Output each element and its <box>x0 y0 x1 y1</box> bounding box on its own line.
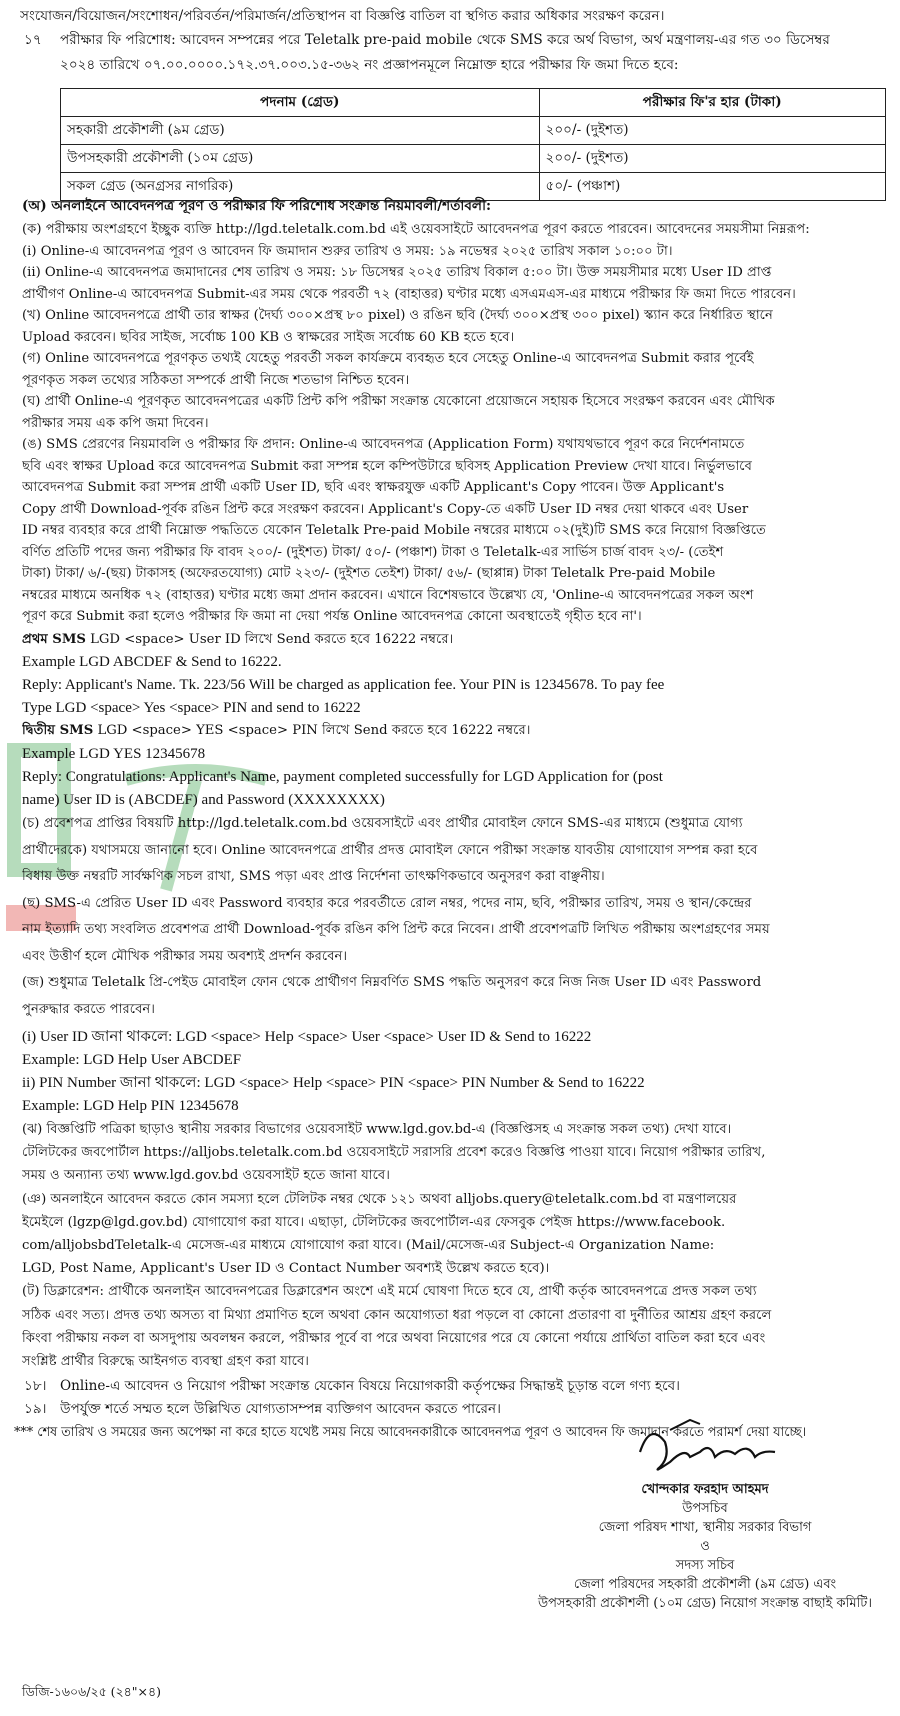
signature-image <box>630 1412 790 1482</box>
section-heading: (অ) অনলাইনে আবেদনপত্র পূরণ ও পরীক্ষার ফি পরিশোধ সংক্রান্ত নিয়মাবলী/শর্তাবলী: <box>22 198 491 214</box>
rule-line: (i) Online-এ আবেদনপত্র পূরণ ও আবেদন ফি জমাদান শুরুর তারিখ ও সময়: ১৯ নভেম্বর ২০২৫ তারিখ সকাল ১০:০০ টা। <box>22 243 673 259</box>
rule-line: ID নম্বর ব্যবহার করে প্রার্থী নিম্নোক্ত পদ্ধতিতে যেকোন Teletalk Pre-paid Mobile নম্বরের মাধ্যমে ০২(দুই)টি SMS করে নিয়োগ বিজ্ঞপ্তিতে <box>22 523 766 538</box>
rule-line: (ট) ডিক্লারেশন: প্রার্থীকে অনলাইন আবেদনপত্রের ডিক্লারেশন অংশে এই মর্মে ঘোষণা দিতে হবে যে, প্রার্থী কর্তৃক আবেদনপত্রে প্রদত্ত সকল তথ্য <box>22 1284 757 1300</box>
sms2-reply-line1: Reply: Congratulations: Applicant's Name, payment completed successfully for LGD Application for (post <box>22 769 663 785</box>
sms1-line <box>22 630 886 651</box>
rule-line: Upload করবেন। ছবির সাইজ, সর্বোচ্চ 100 KB ও স্বাক্ষরের সাইজ সর্বোচ্চ 60 KB হতে হবে। <box>22 329 515 345</box>
signatory-committee-line2: উপসহকারী প্রকৌশলী (১০ম গ্রেড) নিয়োগ সংক্রান্ত বাছাই কমিটি। <box>537 1596 873 1611</box>
table-header-fee: পরীক্ষার ফি'র হার (টাকা) <box>539 89 886 117</box>
rule-line: কিংবা পরীক্ষায় নকল বা অসদুপায় অবলম্বন করলে, পরীক্ষার পূর্বে বা পরে অথবা নিয়োগের পরে যে কোনো পর্যায়ে প্রার্থিতা বাতিল করা হবে এবং <box>22 1330 766 1346</box>
sms1-label: প্রথম SMS <box>22 632 86 647</box>
sms1-instruction: LGD <space> User ID লিখে Send করতে হবে 16222 নম্বরে। <box>85 632 454 647</box>
rule-line: প্রার্থীদেরকে) যথাসময়ে জানানো হবে। Online আবেদনপত্রে প্রার্থীর প্রদত্ত মোবাইল ফোনে পরীক্ষা সংক্রান্ত যাবতীয় যোগাযোগ সম্পন্ন করা হবে <box>22 842 758 858</box>
rule-line: (জ) শুধুমাত্র Teletalk প্রি-পেইড মোবাইল ফোন থেকে প্রার্থীগণ নিম্নবর্ণিত SMS পদ্ধতি অনুসরণ করে নিজ নিজ User ID এবং Password <box>22 975 762 990</box>
rule-line: সময় ও অন্যান্য তথ্য www.lgd.gov.bd ওয়েবসাইট হতে জানা যাবে। <box>22 1168 390 1184</box>
signatory-name: খোন্দকার ফরহাদ আহমদ <box>641 1482 769 1497</box>
rule-line: টেলিটকের জবপোর্টাল https://alljobs.teletalk.com.bd ওয়েবসাইটে সরাসরি প্রবেশ করেও বিজ্ঞপ্তি পাওয়া যাবে। নিয়োগ পরীক্ষার তারিখ, <box>22 1145 766 1161</box>
advisory-note: *** শেষ তারিখ ও সময়ের জন্য অপেক্ষা না করে হাতে যথেষ্ট সময় নিয়ে আবেদনকারীকে আবেদনপত্র পূরণ ও আবেদন ফি জমাদান করতে পরামর্শ দেয়া যাচ্ছে। <box>14 1425 807 1440</box>
table-cell-fee: ৫০/- (পঞ্চাশ) <box>539 173 886 201</box>
rule-line: (ঙ) SMS প্রেরণের নিয়মাবলি ও পরীক্ষার ফি প্রদান: Online-এ আবেদনপত্র (Application Form) যথাযথভাবে পূরণ করে নির্দেশনামতে <box>22 437 745 452</box>
item-19-text: উপর্যুক্ত শর্তে সম্মত হলে উল্লিখিত যোগ্যতাসম্পন্ন ব্যক্তিগণ আবেদন করতে পারেন। <box>60 1401 501 1417</box>
sms2-instruction: LGD <space> YES <space> PIN লিখে Send করতে হবে 16222 নম্বরে। <box>93 723 531 738</box>
exam-fee-table <box>60 88 886 201</box>
table-cell-post: সকল গ্রেড (অনগ্রসর নাগরিক) <box>61 173 540 201</box>
table-cell-post: উপসহকারী প্রকৌশলী (১০ম গ্রেড) <box>61 145 540 173</box>
rule-line: (ঘ) প্রার্থী Online-এ পূরণকৃত আবেদনপত্রের একটি প্রিন্ট কপি পরীক্ষা সংক্রান্ত যেকোনো প্রয়োজনে সহায়ক হিসেবে সংরক্ষণ করবেন এবং মৌখিক <box>22 394 775 409</box>
rule-line: বিধায় উক্ত নম্বরটি সার্বক্ষণিক সচল রাখা, SMS পড়া এবং প্রাপ্ত নির্দেশনা তাৎক্ষণিকভাবে অনুসরণ করা বাঞ্ছনীয়। <box>22 869 605 884</box>
table-row <box>61 117 886 145</box>
table-header-post: পদনাম (গ্রেড) <box>61 89 540 117</box>
rule-line: LGD, Post Name, Applicant's User ID ও Contact Number অবশ্যই উল্লেখ করতে হবে)। <box>22 1261 550 1277</box>
item-18-text: Online-এ আবেদন ও নিয়োগ পরীক্ষা সংক্রান্ত যেকোন বিষয়ে নিয়োগকারী কর্তৃপক্ষের সিদ্ধান্তই চূড়ান্ত বলে গণ্য হবে। <box>60 1378 681 1394</box>
rule-line: (ঝ) বিজ্ঞপ্তিটি পত্রিকা ছাড়াও স্থানীয় সরকার বিভাগের ওয়েবসাইট www.lgd.gov.bd-এ (বিজ্ঞপ্তিসহ এ সংক্রান্ত সকল তথ্য) দেখা যাবে। <box>22 1122 732 1137</box>
rule-line: com/alljobsbdTeletalk-এ মেসেজ-এর মাধ্যমে যোগাযোগ করা যাবে। (Mail/মেসেজ-এর Subject-এ Organization Name: <box>22 1238 715 1253</box>
rule-line: পূরণকৃত সকল তথ্যের সঠিকতা সম্পর্কে প্রার্থী নিজে শতভাগ নিশ্চিত হবেন। <box>22 372 410 388</box>
signatory-and: ও <box>700 1539 710 1554</box>
signatory-committee-line1: জেলা পরিষদের সহকারী প্রকৌশলী (৯ম গ্রেড) এবং <box>573 1577 837 1592</box>
rule-line: সংশ্লিষ্ট প্রার্থীর বিরুদ্ধে আইনগত ব্যবস্থা গ্রহণ করা যাবে। <box>22 1354 310 1369</box>
table-cell-fee: ২০০/- (দুইশত) <box>539 117 886 145</box>
item-17-line2: ২০২৪ তারিখে ০৭.০০.০০০০.১৭২.৩৭.০০৩.১৫-৩৬২ নং প্রজ্ঞাপনমূলে নিম্নোক্ত হারে পরীক্ষার ফি জমা দিতে হবে: <box>60 57 679 73</box>
rule-line: (ক) পরীক্ষায় অংশগ্রহণে ইচ্ছুক ব্যক্তি http://lgd.teletalk.com.bd এই ওয়েবসাইটে আবেদনপত্র পূরণ করতে পারবেন। আবেদনের সময়সীমা নিম্নরূপ: <box>22 222 810 237</box>
rule-line: এবং উত্তীর্ণ হলে মৌখিক পরীক্ষার সময় অবশ্যই প্রদর্শন করবেন। <box>22 948 348 964</box>
rule-line: ইমেইলে (lgzp@lgd.gov.bd) যোগাযোগ করা যাবে। এছাড়া, টেলিটকের জবপোর্টাল-এর ফেসবুক পেইজ https://www.facebook. <box>22 1214 726 1230</box>
item-18-number: ১৮। <box>24 1378 47 1394</box>
sms1-example: Example LGD ABCDEF & Send to 16222. <box>22 654 282 670</box>
rule-line: Copy প্রার্থী Download-পূর্বক রঙিন প্রিন্ট করে সংরক্ষণ করবেন। Applicant's Copy-তে একটি User ID নম্বর দেয়া থাকবে এবং User <box>22 501 749 517</box>
rule-line: (ঞ) অনলাইনে আবেদন করতে কোন সমস্যা হলে টেলিটক নম্বর থেকে ১২১ অথবা alljobs.query@teletalk.com.bd বা মন্ত্রণালয়ের <box>22 1191 737 1207</box>
rule-line: নাম ইত্যাদি তথ্য সংবলিত প্রবেশপত্র প্রার্থী Download-পূর্বক রঙিন কপি প্রিন্ট করে নিবেন। প্রার্থী প্রবেশপত্রটি লিখিত পরীক্ষায় অংশগ্রহণের সময় <box>22 922 770 937</box>
rule-line: সঠিক এবং সত্য। প্রদত্ত তথ্য অসত্য বা মিথ্যা প্রমাণিত হলে অথবা কোন অযোগ্যতা ধরা পড়লে বা কোনো প্রতারণা বা দুর্নীতির আশ্রয় গ্রহণ করলে <box>22 1307 772 1323</box>
table-cell-post: সহকারী প্রকৌশলী (৯ম গ্রেড) <box>61 117 540 145</box>
rule-line: টাকা) টাকা/ ৬/-(ছয়) টাকাসহ (অফেরতযোগ্য) মোট ২২৩/- (দুইশত তেইশ) টাকা/ ৫৬/- (ছাপ্পান্ন) টাকা Teletalk Pre-paid Mobile <box>22 566 716 581</box>
recover-userid-example: Example: LGD Help User ABCDEF <box>22 1052 242 1068</box>
recover-pin-line: ii) PIN Number জানা থাকলে: LGD <space> Help <space> PIN <space> PIN Number & Send to 16222 <box>22 1075 645 1091</box>
item-19-number: ১৯। <box>24 1401 47 1417</box>
sms1-reply-line2: Type LGD <space> Yes <space> PIN and send to 16222 <box>22 700 361 716</box>
signatory-block <box>520 1480 890 1613</box>
rule-line: (ছ) SMS-এ প্রেরিত User ID এবং Password ব্যবহার করে পরবর্তীতে রোল নম্বর, পদের নাম, ছবি, পরীক্ষার তারিখ, সময় ও স্থান/কেন্দ্রের <box>22 895 752 911</box>
rule-line: নম্বরের মাধ্যমে অনধিক ৭২ (বাহাত্তর) ঘণ্টার মধ্যে জমা প্রদান করবেন। এখানে বিশেষভাবে উল্লেখ্য যে, 'Online-এ আবেদনপত্রের সকল অংশ <box>22 587 754 603</box>
table-cell-fee: ২০০/- (দুইশত) <box>539 145 886 173</box>
rule-line: পরীক্ষার সময় এক কপি জমা দিবেন। <box>22 415 209 431</box>
table-header-row <box>61 89 886 117</box>
table-row <box>61 145 886 173</box>
footer-code: ডিজি-১৬০৬/২৫ (২৪"×৪) <box>22 1684 162 1699</box>
sms2-label: দ্বিতীয় SMS <box>22 723 94 738</box>
rule-line: (খ) Online আবেদনপত্রে প্রার্থী তার স্বাক্ষর (দৈর্ঘ্য ৩০০×প্রস্থ ৮০ pixel) ও রঙিন ছবি (দৈর্ঘ্য ৩০০×প্রস্থ ৩০০ pixel) স্ক্যান করে নির্ধারিত স্থানে <box>22 308 773 323</box>
rule-line: (চ) প্রবেশপত্র প্রাপ্তির বিষয়টি http://lgd.teletalk.com.bd ওয়েবসাইটে এবং প্রার্থীর মোবাইল ফোনে SMS-এর মাধ্যমে (শুধুমাত্র যোগ্য <box>22 816 743 831</box>
rule-line: বর্ণিত প্রতিটি পদের জন্য পরীক্ষার ফি বাবদ ২০০/- (দুইশত) টাকা/ ৫০/- (পঞ্চাশ) টাকা ও Teletalk-এর সার্ভিস চার্জ বাবদ ২৩/- (তেইশ <box>22 544 724 560</box>
sms2-line <box>22 721 886 742</box>
recover-pin-example: Example: LGD Help PIN 12345678 <box>22 1098 239 1114</box>
rule-line: (গ) Online আবেদনপত্রে পূরণকৃত তথ্যই যেহেতু পরবর্তী সকল কার্যক্রমে ব্যবহৃত হবে সেহেতু Online-এ আবেদনপত্র Submit করার পূর্বেই <box>22 351 754 366</box>
rule-line: (ii) Online-এ আবেদনপত্র জমাদানের শেষ তারিখ ও সময়: ১৮ ডিসেম্বর ২০২৫ তারিখ বিকাল ৫:০০ টা। উক্ত সময়সীমার মধ্যে User ID প্রাপ্ত <box>22 265 772 280</box>
sms2-example: Example LGD YES 12345678 <box>22 746 206 762</box>
rule-line: প্রার্থীগণ Online-এ আবেদনপত্র Submit-এর সময় থেকে পরবর্তী ৭২ (বাহাত্তর) ঘণ্টার মধ্যে এসএমএস-এর মাধ্যমে পরীক্ষার ফি জমা দিতে পারবেন। <box>22 286 796 302</box>
rule-line: ছবি এবং স্বাক্ষর Upload করে আবেদনপত্র Submit করা সম্পন্ন হলে কম্পিউটারে ছবিসহ Application Preview দেখা যাবে। নির্ভুলভাবে <box>22 458 752 474</box>
recover-userid-line: (i) User ID জানা থাকলে: LGD <space> Help <space> User <space> User ID & Send to 16222 <box>22 1029 592 1045</box>
item-17-number: ১৭ <box>24 32 42 48</box>
top-continuation-line: সংযোজন/বিয়োজন/সংশোধন/পরিবর্তন/পরিমার্জন/প্রতিস্থাপন বা বিজ্ঞপ্তি বাতিল বা স্থগিত করার অধিকার সংরক্ষণ করেন। <box>20 8 665 24</box>
rule-line: পূরণ করে Submit করা হলেও পরীক্ষার ফি জমা না দেয়া পর্যন্ত Online আবেদনপত্র কোনো অবস্থাতেই গৃহীত হবে না'। <box>22 609 642 624</box>
signatory-dept: জেলা পরিষদ শাখা, স্থানীয় সরকার বিভাগ <box>598 1520 812 1535</box>
signatory-title: উপসচিব <box>682 1501 728 1516</box>
rule-line: আবেদনপত্র Submit করা সম্পন্ন প্রার্থী একটি User ID, ছবি এবং স্বাক্ষরযুক্ত একটি Applicant's Copy পাবেন। উক্ত Applicant's <box>22 480 725 495</box>
item-17-line1: পরীক্ষার ফি পরিশোধ: আবেদন সম্পন্নের পরে Teletalk pre-paid mobile থেকে SMS করে অর্থ বিভাগ, অর্থ মন্ত্রণালয়-এর গত ৩০ ডিসেম্বর <box>60 32 830 48</box>
sms1-reply-line1: Reply: Applicant's Name. Tk. 223/56 Will be charged as application fee. Your PIN is 12345678. To pay fee <box>22 677 665 693</box>
sms2-reply-line2: name) User ID is (ABCDEF) and Password (XXXXXXXX) <box>22 792 385 808</box>
signatory-role: সদস্য সচিব <box>675 1558 735 1573</box>
rule-line: পুনরুদ্ধার করতে পারবেন। <box>22 1001 156 1017</box>
